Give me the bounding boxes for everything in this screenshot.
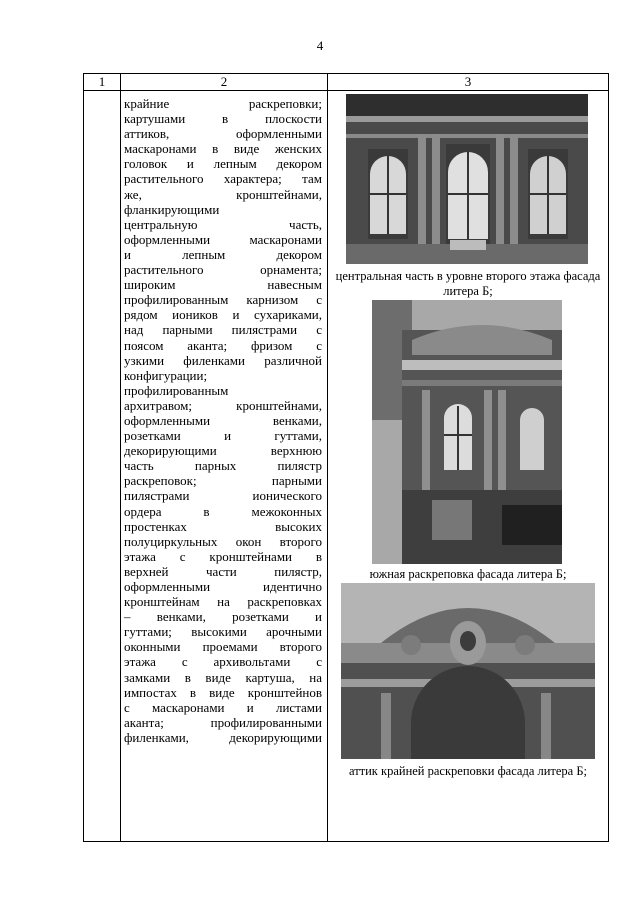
caption-attic: аттик крайней раскреповки фасада литера Б;	[348, 764, 588, 778]
column-header-1: 1	[98, 74, 106, 89]
text-line: пилястрами ионического	[124, 488, 322, 504]
text-line: растительного орнамента;	[124, 262, 322, 278]
text-line: же, кронштейнами,	[124, 186, 322, 202]
text-line: полуциркульных окон второго	[124, 533, 322, 549]
text-line: профилированным	[124, 382, 229, 398]
text-line: этажа с архивольтами с	[124, 654, 322, 670]
text-line: аканта; профилированными	[124, 714, 322, 730]
text-line: гуттами; высокими арочными	[124, 624, 322, 640]
text-line: кронштейнам на раскреповках	[124, 594, 322, 610]
text-line: головок и лепным декором	[124, 156, 322, 172]
text-line: конфигурации;	[124, 367, 208, 383]
text-line: оконными проемами второго	[124, 639, 322, 655]
column-header-2: 2	[220, 74, 228, 89]
column-divider	[327, 74, 328, 841]
text-line: оформленными идентично	[124, 579, 322, 594]
text-line: ордера в межоконных	[124, 503, 322, 519]
text-line: аттиков, оформленными	[124, 126, 322, 142]
text-line: простенках высоких	[124, 518, 322, 534]
text-line: замками в виде картуша, на	[124, 669, 322, 685]
text-line: с маскаронами и листами	[124, 699, 322, 715]
caption-central: центральная часть в уровне второго этажа фасада литера Б;	[335, 269, 601, 298]
text-line: филенками, декорирующими	[124, 729, 322, 745]
text-line: этажа с кронштейнами в	[124, 548, 322, 564]
text-line: крайние раскреповки;	[124, 96, 322, 111]
text-line: поясом аканта; фризом с	[124, 337, 322, 353]
document-table	[83, 73, 609, 842]
text-line: импостах в виде кронштейнов	[124, 684, 322, 700]
text-line: над парными пилястрами с	[124, 322, 322, 338]
text-line: оформленными маскаронами	[124, 231, 322, 247]
text-line: профилированным карнизом с	[124, 292, 322, 308]
text-line: – венками, розетками и	[124, 609, 322, 625]
text-line: оформленными венками,	[124, 412, 322, 428]
text-line: верхней части пилястр,	[124, 563, 322, 579]
text-line: маскаронами в виде женских	[124, 141, 322, 157]
header-divider	[84, 90, 608, 91]
facade-photo-attic-image	[341, 583, 595, 759]
page-number: 4	[316, 38, 324, 53]
text-line: розетками и гуттами,	[124, 428, 322, 444]
column-divider	[120, 74, 121, 841]
caption-south: южная раскреповка фасада литера Б;	[369, 567, 567, 581]
text-line: декорирующими верхнюю	[124, 443, 322, 459]
text-line: раскреповок; парными	[124, 473, 322, 489]
facade-photo-central	[346, 94, 588, 264]
text-line: центральную часть,	[124, 216, 322, 232]
text-line: архитравом; кронштейнами,	[124, 397, 322, 413]
facade-photo-central-image	[346, 94, 588, 264]
text-line: широким навесным	[124, 277, 322, 293]
facade-photo-south-image	[372, 300, 562, 564]
description-text	[124, 96, 322, 745]
text-line: рядом иоников и сухариками,	[124, 307, 322, 323]
text-line: и лепным декором	[124, 246, 322, 262]
facade-photo-attic	[341, 583, 595, 759]
text-line: фланкирующими	[124, 201, 220, 217]
text-line: часть парных пилястр	[124, 458, 322, 474]
text-line: растительного характера; там	[124, 171, 322, 187]
facade-photo-south	[372, 300, 562, 564]
column-header-3: 3	[464, 74, 472, 89]
text-line: узкими филенками различной	[124, 352, 322, 368]
text-line: картушами в плоскости	[124, 111, 322, 127]
